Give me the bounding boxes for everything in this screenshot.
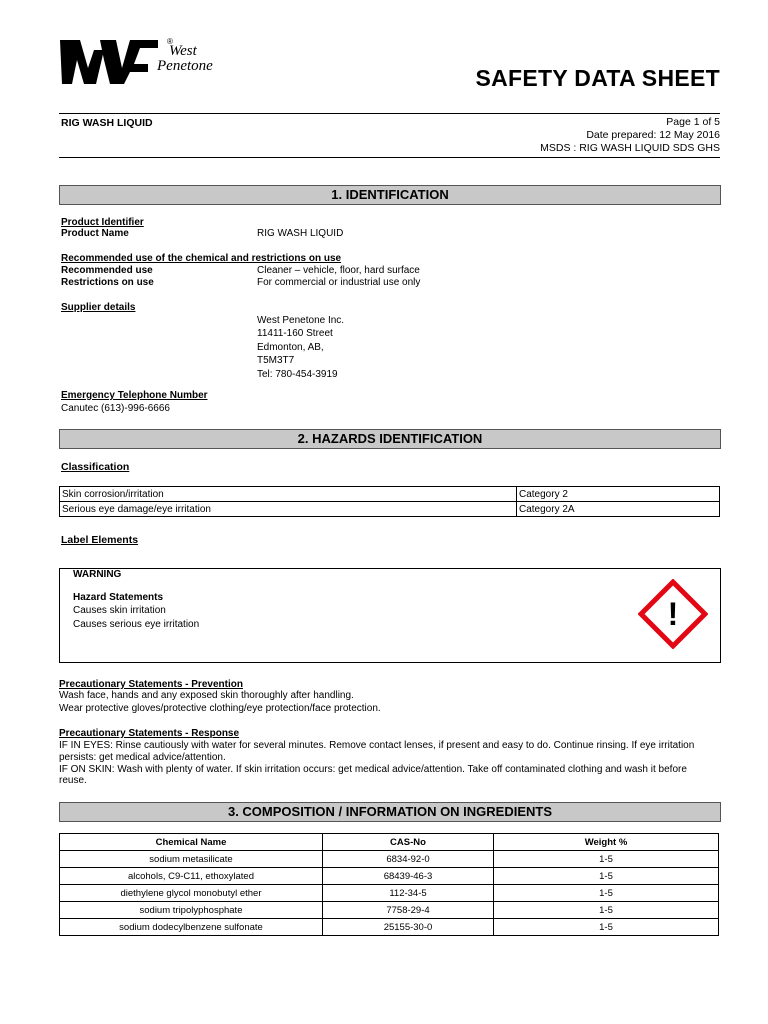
hazard-statement: Causes skin irritation xyxy=(73,605,166,616)
product-header: RIG WASH LIQUID xyxy=(61,117,153,129)
supplier-address xyxy=(257,314,344,381)
cas-number: 7758-29-4 xyxy=(323,902,494,919)
cas-number: 25155-30-0 xyxy=(323,919,494,936)
company-logo xyxy=(60,38,240,88)
document-title: SAFETY DATA SHEET xyxy=(475,65,720,91)
cas-number: 112-34-5 xyxy=(323,885,494,902)
prevention-statement: Wash face, hands and any exposed skin thoroughly after handling. xyxy=(59,690,354,701)
table-row xyxy=(60,487,720,502)
table-row xyxy=(60,919,719,936)
hazard-category: Category 2A xyxy=(517,502,720,517)
logo-word-penetone: Penetone xyxy=(157,58,213,74)
product-name-label: Product Name xyxy=(61,228,129,239)
document-meta xyxy=(540,116,720,155)
chemical-name: alcohols, C9-C11, ethoxylated xyxy=(60,868,323,885)
classification-table xyxy=(59,486,720,517)
ingredients-table xyxy=(59,833,719,936)
recommended-use-value: Cleaner – vehicle, floor, hard surface xyxy=(257,265,420,276)
response-heading: Precautionary Statements - Response xyxy=(59,728,240,739)
chemical-name: diethylene glycol monobutyl ether xyxy=(60,885,323,902)
logo-text xyxy=(157,44,213,74)
product-name-value: RIG WASH LIQUID xyxy=(257,228,344,239)
exclamation-mark-pictogram-icon xyxy=(638,579,708,649)
recommended-use-label: Recommended use xyxy=(61,265,153,276)
chemical-name: sodium tripolyphosphate xyxy=(60,902,323,919)
logo-mark-icon xyxy=(60,38,160,86)
hazard-statement: Causes serious eye irritation xyxy=(73,619,200,630)
section-3-heading: 3. COMPOSITION / INFORMATION ON INGREDIENTS xyxy=(59,802,721,822)
hazard-statements-heading: Hazard Statements xyxy=(73,592,164,603)
table-row xyxy=(60,902,719,919)
hazard-class: Serious eye damage/eye irritation xyxy=(60,502,517,517)
table-row xyxy=(60,851,719,868)
header-rule-top xyxy=(59,113,720,114)
response-skin-line: reuse. xyxy=(59,775,87,786)
restrictions-label: Restrictions on use xyxy=(61,277,154,288)
weight-percent: 1-5 xyxy=(494,885,719,902)
supplier-heading: Supplier details xyxy=(61,302,136,313)
column-header: Chemical Name xyxy=(60,834,323,851)
product-identifier-heading: Product Identifier xyxy=(61,217,144,228)
supplier-line: T5M3T7 xyxy=(257,355,295,367)
msds-id: MSDS : RIG WASH LIQUID SDS GHS xyxy=(540,142,720,154)
supplier-line: Edmonton, AB, xyxy=(257,341,324,353)
weight-percent: 1-5 xyxy=(494,868,719,885)
weight-percent: 1-5 xyxy=(494,919,719,936)
supplier-line: West Penetone Inc. xyxy=(257,315,345,326)
pictogram-symbol: ! xyxy=(667,596,679,632)
response-eyes-line: persists: get medical advice/attention. xyxy=(59,752,226,763)
weight-percent: 1-5 xyxy=(494,902,719,919)
section-2-heading: 2. HAZARDS IDENTIFICATION xyxy=(59,429,721,449)
chemical-name: sodium dodecylbenzene sulfonate xyxy=(60,919,323,936)
cas-number: 68439-46-3 xyxy=(323,868,494,885)
column-header: Weight % xyxy=(494,834,719,851)
restrictions-value: For commercial or industrial use only xyxy=(257,277,421,288)
registered-mark: ® xyxy=(167,37,173,46)
emergency-heading: Emergency Telephone Number xyxy=(61,390,208,401)
label-elements-box xyxy=(59,568,721,663)
weight-percent: 1-5 xyxy=(494,851,719,868)
table-header-row xyxy=(60,834,719,851)
date-prepared: Date prepared: 12 May 2016 xyxy=(586,129,720,141)
table-row xyxy=(60,885,719,902)
section-1-heading: 1. IDENTIFICATION xyxy=(59,185,721,205)
page-number: Page 1 of 5 xyxy=(666,116,720,128)
response-eyes-line: IF IN EYES: Rinse cautiously with water for several minutes. Remove contact lenses, if present and easy to do. Continue rinsing. If eye irritation xyxy=(59,740,695,751)
hazard-class: Skin corrosion/irritation xyxy=(60,487,517,502)
prevention-statement: Wear protective gloves/protective clothing/eye protection/face protection. xyxy=(59,703,381,714)
hazard-category: Category 2 xyxy=(517,487,720,502)
chemical-name: sodium metasilicate xyxy=(60,851,323,868)
table-row xyxy=(60,502,720,517)
header-rule-bottom xyxy=(59,157,720,158)
emergency-number: Canutec (613)-996-6666 xyxy=(61,403,170,414)
supplier-line: Tel: 780-454-3919 xyxy=(257,368,338,380)
recommended-use-heading: Recommended use of the chemical and restrictions on use xyxy=(61,253,342,264)
cas-number: 6834-92-0 xyxy=(323,851,494,868)
classification-heading: Classification xyxy=(61,461,130,473)
column-header: CAS-No xyxy=(323,834,494,851)
logo-word-west: West xyxy=(169,43,197,59)
label-elements-heading: Label Elements xyxy=(61,534,139,546)
response-skin-line: IF ON SKIN: Wash with plenty of water. If skin irritation occurs: get medical advice/attention. Take off contaminated clothing and wash it before xyxy=(59,764,687,775)
prevention-heading: Precautionary Statements - Prevention xyxy=(59,679,243,690)
table-row xyxy=(60,868,719,885)
supplier-line: 11411-160 Street xyxy=(257,328,333,340)
signal-word: WARNING xyxy=(73,569,122,580)
